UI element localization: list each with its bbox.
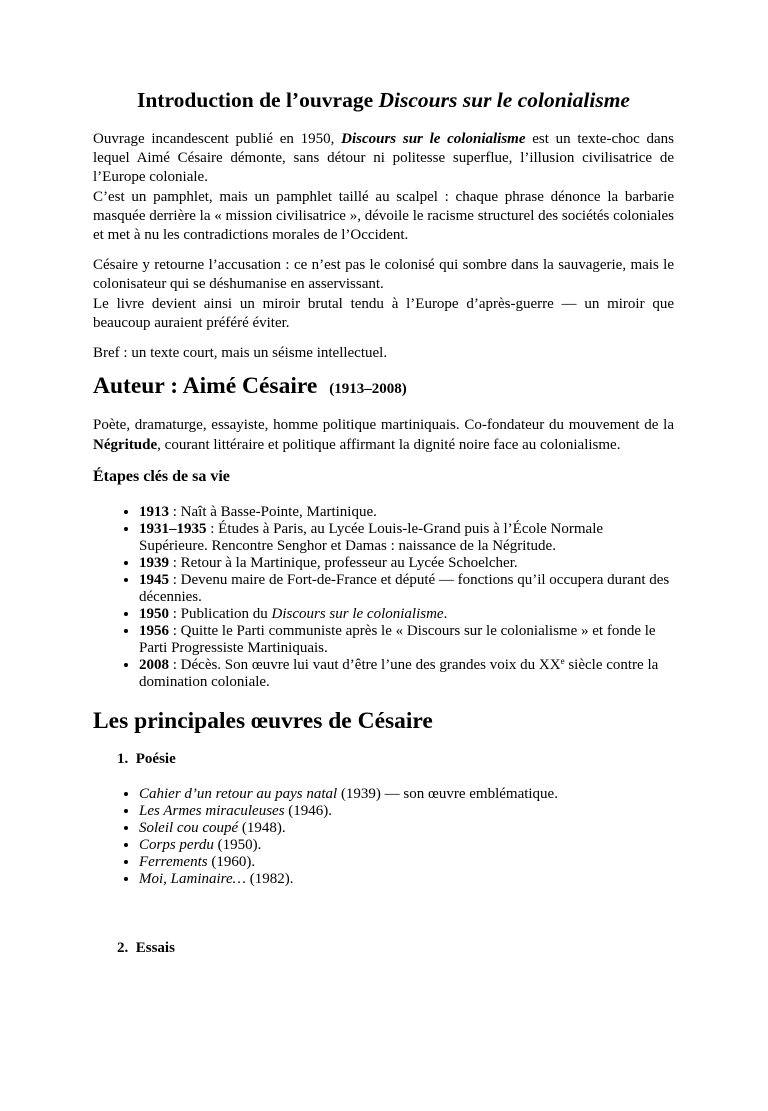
work-title: Ferrements [139,854,208,871]
intro-paragraph-1 [93,130,674,245]
category-label: Poésie [135,751,176,768]
list-item [139,786,674,803]
works-category-essays [93,938,674,958]
list-item [139,555,674,572]
category-label: Essais [135,940,175,957]
list-item [139,657,674,691]
list-item [139,837,674,854]
intro-p2-text-a: Césaire y retourne l’accusation : ce n’est pas le colonisé qui sombre dans la sauvagerie, mais le colonisateur qui se déshumanise en asservissant. [93,257,674,293]
step-text: : Retour à la Martinique, professeur au Lycée Schoelcher. [169,555,518,572]
step-year: 2008 [139,657,169,674]
intro-p1-text-b: est un texte-choc dans lequel Aimé Césaire démonte, sans détour ni politesse superflue, l’illusion civilisatrice de l’Europe coloniale. [93,131,674,186]
step-text-after: siècle contre la domination coloniale. [139,657,659,691]
author-bio-negritude: Négritude [93,437,158,454]
step-year: 1931–1935 [139,521,207,538]
steps-heading: Étapes clés de sa vie [93,468,230,486]
century-superscript: e [560,656,565,667]
work-title: Les Armes miraculeuses [139,803,285,820]
author-heading-text: Auteur : Aimé Césaire [93,373,318,400]
step-text: : Naît à Basse-Pointe, Martinique. [169,504,377,521]
work-info: (1939) — son œuvre emblématique. [337,786,558,803]
list-item [139,504,674,521]
poetry-list [93,786,674,888]
title-work: Discours sur le colonialisme [378,88,630,112]
list-item [139,820,674,837]
author-bio [93,415,674,455]
step-text: : Décès. Son œuvre lui vaut d’être l’une des grandes voix du XX [169,657,561,674]
category-poetry [117,749,674,769]
intro-paragraph-2 [93,256,674,333]
list-item [139,854,674,871]
step-year: 1950 [139,606,169,623]
works-heading: Les principales œuvres de Césaire [93,708,433,735]
step-year: 1939 [139,555,169,572]
list-item [139,606,674,623]
work-title: Corps perdu [139,837,214,854]
step-year: 1956 [139,623,169,640]
step-work: Discours sur le colonialisme [271,606,444,623]
document-title [93,87,674,113]
step-text: : Quitte le Parti communiste après le « Discours sur le colonialisme » et fonde le Parti Progressiste Martiniquais. [139,623,656,657]
intro-paragraph-3: Bref : un texte court, mais un séisme intellectuel. [93,345,388,362]
author-bio-text-a: Poète, dramaturge, essayiste, homme politique martiniquais. Co-fondateur du mouvement de la [93,417,674,434]
work-info: (1948). [238,820,286,837]
step-year: 1945 [139,572,169,589]
list-item [139,521,674,555]
list-item [139,623,674,657]
work-info: (1950). [213,837,262,854]
step-text-after: . [443,606,448,623]
work-title: Moi, Laminaire… [139,871,246,888]
author-bio-text-b: , courant littéraire et politique affirmant la dignité noire face au colonialisme. [157,437,621,454]
author-heading [93,372,674,403]
intro-p2-text-b: Le livre devient ainsi un miroir brutal tendu à l’Europe d’après-guerre — un miroir que beaucoup auraient préféré éviter. [93,295,674,331]
category-essays [117,938,674,958]
author-dates: (1913–2008) [329,381,407,398]
work-info: (1946). [284,803,333,820]
work-info: (1960). [207,854,256,871]
step-text: : Publication du [169,606,272,623]
step-text: : Devenu maire de Fort-de-France et député — fonctions qu’il occupera durant des décennies. [139,572,670,606]
life-steps-list [93,504,674,691]
category-number: 1. [117,751,129,768]
work-title: Soleil cou coupé [139,820,239,837]
intro-p1-work: Discours sur le colonialisme [341,131,526,147]
step-year: 1913 [139,504,169,521]
list-item [139,572,674,606]
intro-p1-text-c: C’est un pamphlet, mais un pamphlet taillé au scalpel : chaque phrase dénonce la barbarie masquée derrière la « mission civilisatrice », dévoile le racisme structurel des sociétés coloniales et met à nu les contradictions morales de l’Occident. [93,188,674,244]
work-title: Cahier d’un retour au pays natal [139,786,338,803]
intro-p1-text-a: Ouvrage incandescent publié en 1950, [93,131,342,147]
document-page [0,87,768,1111]
work-info: (1982). [245,871,294,888]
list-item [139,871,674,888]
works-category-poetry [93,749,674,769]
list-item [139,803,674,820]
title-prefix: Introduction de l’ouvrage [137,88,379,112]
category-number: 2. [117,940,129,957]
step-text: : Études à Paris, au Lycée Louis-le-Grand puis à l’École Normale Supérieure. Rencontre Senghor et Damas : naissance de la Négritude. [139,521,604,555]
